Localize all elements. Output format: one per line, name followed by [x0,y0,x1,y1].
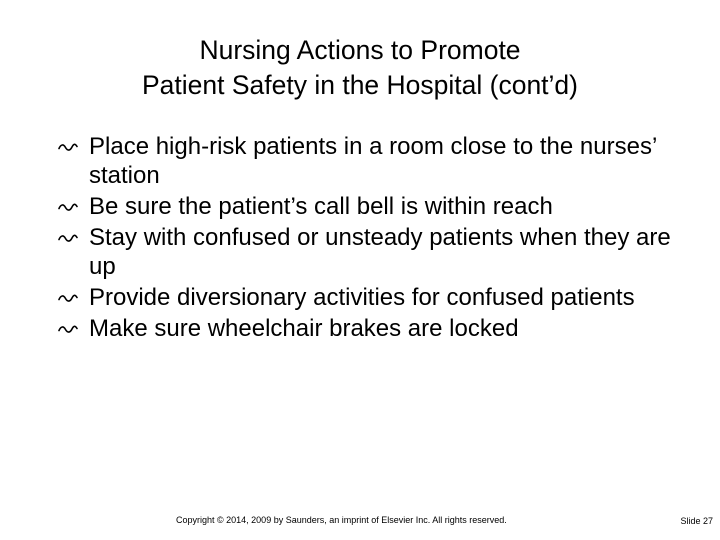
list-item [58,132,678,190]
wave-bullet-icon [58,325,78,334]
bullet-text: Make sure wheelchair brakes are locked [89,315,519,342]
wave-bullet-icon [58,203,78,212]
list-item [58,314,678,343]
slide-number: Slide 27 [680,516,713,526]
slide-title-line-1: Nursing Actions to Promote [199,35,521,65]
copyright-notice: Copyright © 2014, 2009 by Saunders, an imprint of Elsevier Inc. All rights reserved. [176,515,507,525]
slide-title [0,33,720,103]
list-item [58,192,678,221]
bullet-text: Be sure the patient’s call bell is within reach [89,193,553,220]
wave-bullet-icon [58,234,78,243]
bullet-text: Place high-risk patients in a room close to the nurses’ station [89,133,657,189]
wave-bullet-icon [58,294,78,303]
list-item [58,283,678,312]
slide-title-line-2: Patient Safety in the Hospital (cont’d) [141,70,578,100]
bullet-text: Stay with confused or unsteady patients when they are up [89,224,671,280]
bullet-list [58,132,678,345]
wave-bullet-icon [58,143,78,152]
list-item [58,223,678,281]
bullet-text: Provide diversionary activities for confused patients [89,284,635,311]
